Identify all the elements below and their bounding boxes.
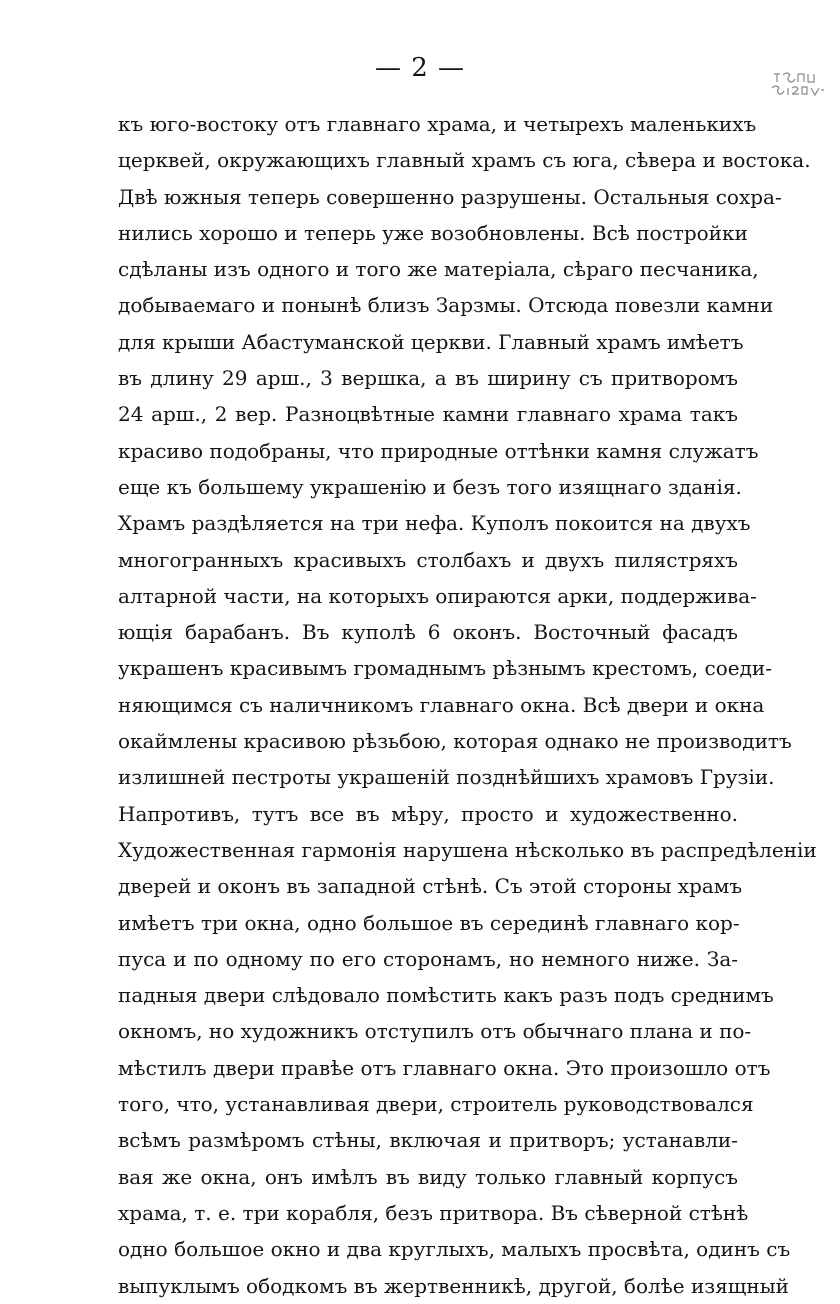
text-line: красиво подобраны, что природные оттѣнки камня служатъ xyxy=(118,438,759,463)
text-line: сдѣланы изъ одного и того же матеріала, сѣраго песчаника, xyxy=(118,257,759,282)
text-line: Напротивъ, тутъ все въ мѣру, просто и художественно. xyxy=(118,801,738,826)
text-line: Двѣ южныя теперь совершенно разрушены. Остальныя сохра- xyxy=(118,184,782,209)
text-line: падныя двери слѣдовало помѣстить какъ разъ подъ среднимъ xyxy=(118,983,774,1008)
text-line: одно большое окно и два круглыхъ, малыхъ просвѣта, одинъ съ xyxy=(118,1237,791,1262)
text-line: украшенъ красивымъ громаднымъ рѣзнымъ крестомъ, соеди- xyxy=(118,656,772,681)
text-line: излишней пестроты украшеній позднѣйшихъ храмовъ Грузіи. xyxy=(118,765,775,790)
text-line: того, что, устанавливая двери, строитель руководствовался xyxy=(118,1092,754,1117)
text-line: окномъ, но художникъ отступилъ отъ обычнаго плана и по- xyxy=(118,1019,752,1044)
text-line: выпуклымъ ободкомъ въ жертвенникѣ, другой, болѣе изящный xyxy=(118,1273,789,1298)
text-line: 24 арш., 2 вер. Разноцвѣтные камни главнаго храма такъ xyxy=(118,402,738,427)
page-number: — 2 — xyxy=(374,53,466,83)
text-line: къ юго-востоку отъ главнаго храма, и четырехъ маленькихъ xyxy=(118,112,757,136)
text-line: Художественная гармонія нарушена нѣсколько въ распредѣленіи xyxy=(118,837,817,862)
text-line: окаймлены красивою рѣзьбою, которая однако не производитъ xyxy=(118,729,792,754)
text-line: многогранныхъ красивыхъ столбахъ и двухъ пилястряхъ xyxy=(118,547,738,572)
text-line: добываемаго и понынѣ близъ Зарзмы. Отсюда повезли камни xyxy=(118,293,774,318)
text-line: ющія барабанъ. Въ куполѣ 6 оконъ. Восточный фасадъ xyxy=(118,620,738,645)
text-line: имѣетъ три окна, одно большое въ серединѣ главнаго кор- xyxy=(118,910,740,935)
text-line: мѣстилъ двери правѣе отъ главнаго окна. Это произошло отъ xyxy=(118,1055,771,1080)
body-text xyxy=(118,106,817,1304)
library-stamp-icon xyxy=(768,66,826,102)
text-line: дверей и оконъ въ западной стѣнѣ. Съ этой стороны храмъ xyxy=(118,874,743,899)
text-line: нились хорошо и теперь уже возобновлены. Всѣ постройки xyxy=(118,220,748,245)
text-line: вая же окна, онъ имѣлъ въ виду только главный корпусъ xyxy=(118,1164,738,1189)
text-line: алтарной части, на которыхъ опираются арки, поддержива- xyxy=(118,583,757,608)
text-line: для крыши Абастуманской церкви. Главный храмъ имѣетъ xyxy=(118,329,744,354)
text-line: Храмъ раздѣляется на три нефа. Куполъ покоится на двухъ xyxy=(118,511,751,536)
text-line: церквей, окружающихъ главный храмъ съ юга, сѣвера и востока. xyxy=(118,148,811,173)
text-line: еще къ большему украшенію и безъ того изящнаго зданія. xyxy=(118,474,742,499)
text-line: храма, т. е. три корабля, безъ притвора. Въ сѣверной стѣнѣ xyxy=(118,1200,749,1225)
text-line: няющимся съ наличникомъ главнаго окна. Всѣ двери и окна xyxy=(118,692,765,717)
text-line: пуса и по одному по его сторонамъ, но немного ниже. За- xyxy=(118,946,738,971)
text-line: всѣмъ размѣромъ стѣны, включая и притворъ; устанавли- xyxy=(118,1128,738,1153)
text-line: въ длину 29 арш., 3 вершка, а въ ширину съ притворомъ xyxy=(118,366,738,391)
